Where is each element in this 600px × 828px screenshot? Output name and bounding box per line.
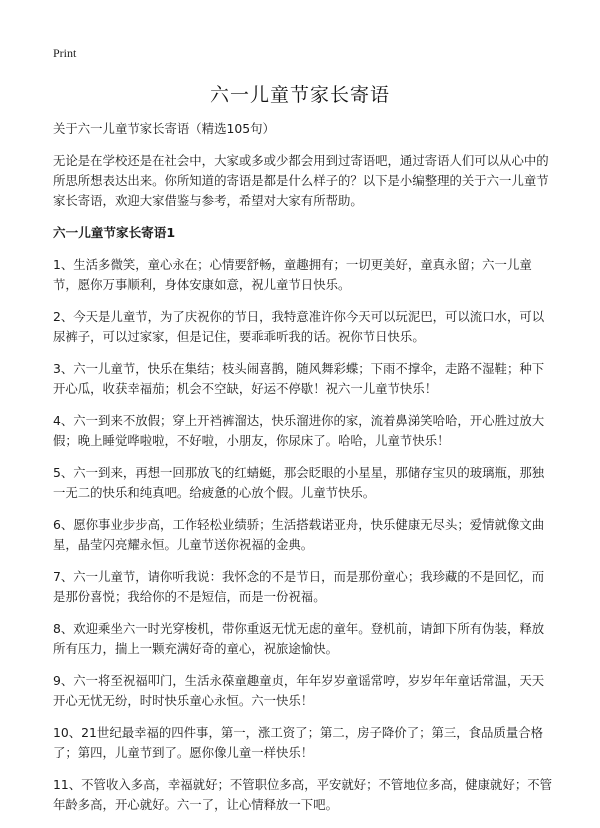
wish-paragraph-2: 2、今天是儿童节，为了庆祝你的节日，我特意准许你今天可以玩泥巴，可以流口水，可以尿裤子，可以过家家，但是记住，要乖乖听我的话。祝你节日快乐。 xyxy=(53,309,545,344)
wish-paragraph-6: 6、愿你事业步步高，工作轻松业绩骄；生活搭载诺亚舟，快乐健康无尽头；爱情就像文曲星，晶莹闪亮耀永恒。儿童节送你祝福的金典。 xyxy=(53,517,545,552)
wish-paragraph-8: 8、欢迎乘坐六一时光穿梭机，带你重返无忧无虑的童年。登机前，请卸下所有伪装，释放所有压力，揣上一颗充满好奇的童心，祝旅途愉快。 xyxy=(53,621,545,656)
wish-paragraph-4: 4、六一到来不放假；穿上开裆裤溜达，快乐溜进你的家，流着鼻涕笑哈哈，开心胜过放大假；晚上睡觉哗啦啦，不好啦，小朋友，你尿床了。哈哈，儿童节快乐！ xyxy=(53,413,545,448)
document-subtitle: 关于六一儿童节家长寄语（精选105句） xyxy=(53,121,275,136)
wish-paragraph-9: 9、六一将至祝福叩门，生活永葆童趣童贞，年年岁岁童谣常哼，岁岁年年童话常温，天天开心无忧无纷，时时快乐童心永恒。六一快乐！ xyxy=(53,673,545,708)
wish-paragraph-7: 7、六一儿童节，请你听我说：我怀念的不是节日，而是那份童心；我珍藏的不是回忆，而是那份喜悦；我给你的不是短信，而是一份祝福。 xyxy=(53,569,545,604)
intro-paragraph: 无论是在学校还是在社会中，大家或多或少都会用到过寄语吧，通过寄语人们可以从心中的所思所想表达出来。你所知道的寄语是都是什么样子的？以下是小编整理的关于六一儿童节家长寄语，欢迎大家借鉴与参考，希望对大家有所帮助。 xyxy=(53,153,549,208)
section-heading: 六一儿童节家长寄语1 xyxy=(53,225,176,240)
wish-paragraph-10: 10、21世纪最幸福的四件事，第一，涨工资了；第二，房子降价了；第三，食品质量合格了；第四，儿童节到了。愿你像儿童一样快乐！ xyxy=(53,725,543,760)
wish-paragraph-5: 5、六一到来，再想一回那放飞的红蜻蜓，那会眨眼的小星星，那储存宝贝的玻璃瓶，那独一无二的快乐和纯真吧。给疲惫的心放个假。儿童节快乐。 xyxy=(53,465,545,500)
wish-paragraph-1: 1、生活多微笑，童心永在；心情要舒畅，童趣拥有；一切更美好，童真永留；六一儿童节，愿你万事顺利，身体安康如意，祝儿童节日快乐。 xyxy=(53,257,532,292)
document-body xyxy=(53,119,553,827)
wish-paragraph-3: 3、六一儿童节，快乐在集结；枝头闹喜鹊，随风舞彩蝶；下雨不撑伞，走路不湿鞋；种下开心瓜，收获幸福茄；机会不空缺，好运不停歇！祝六一儿童节快乐！ xyxy=(53,361,545,396)
document-title: 六一儿童节家长寄语 xyxy=(209,84,390,106)
print-link[interactable]: Print xyxy=(53,46,77,60)
wish-paragraph-11: 11、不管收入多高，幸福就好；不管职位多高，平安就好；不管地位多高，健康就好；不管年龄多高，开心就好。六一了，让心情释放一下吧。 xyxy=(53,777,553,812)
